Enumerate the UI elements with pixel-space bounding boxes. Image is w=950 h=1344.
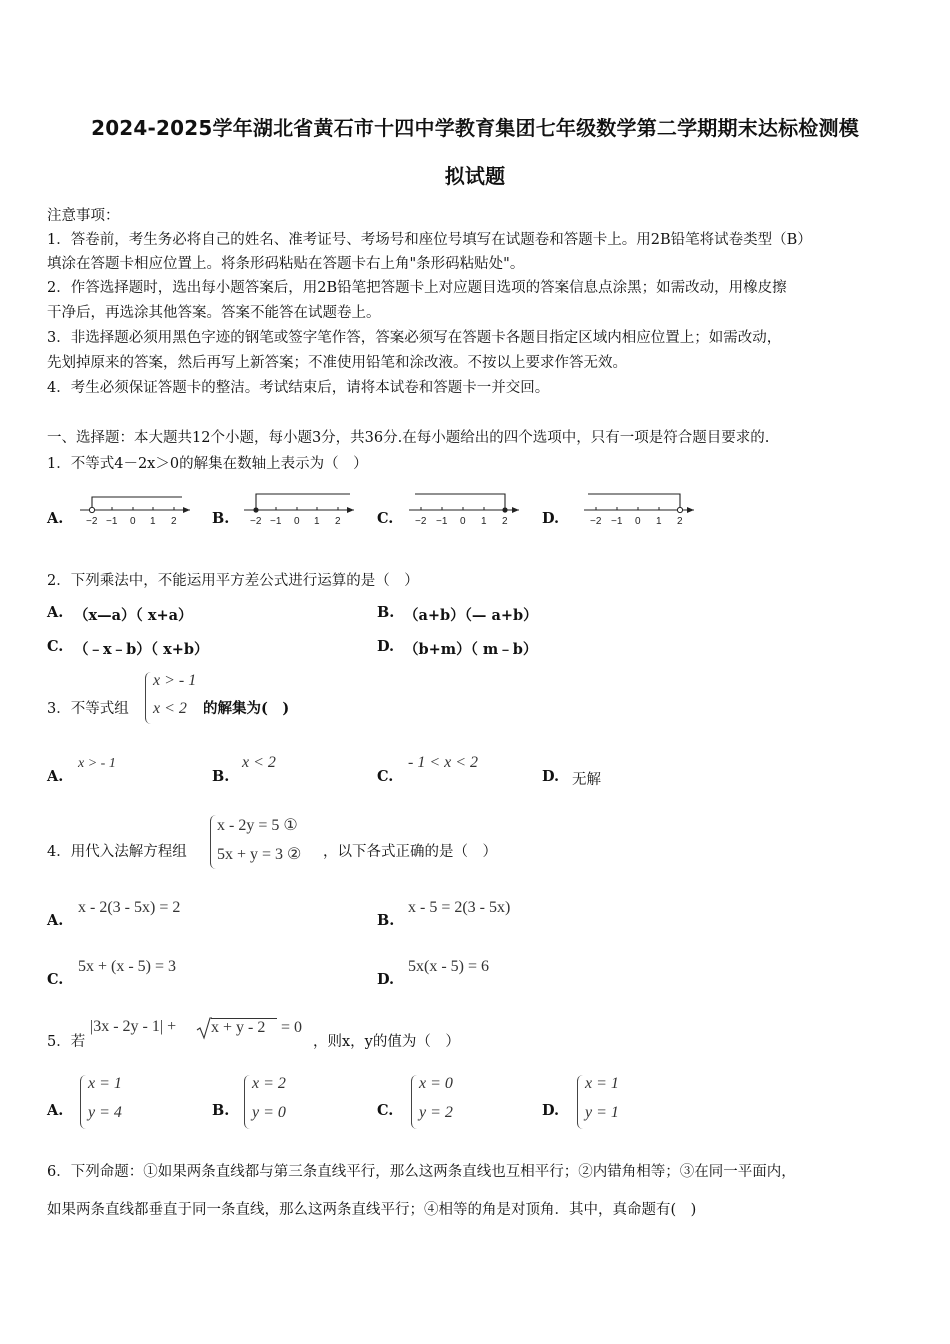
q5-equals-zero: = 0 [281,1019,303,1036]
q5-option-a-line: y = 4 [88,1104,122,1121]
q5-option-b-brace [244,1075,251,1129]
q5-option-a-brace [80,1075,87,1129]
notice-line: 干净后，再选涂其他答案。答案不能答在试题卷上。 [47,305,381,321]
q3-option-a-label: A. [47,768,64,785]
q4-system-line: 5x + y = 3 ② [217,846,302,863]
q1-option-b-number-line [242,488,360,528]
q3-system-line: x > - 1 [153,672,197,689]
question-6-line-1: 6．下列命题：①如果两条直线都与第三条直线平行，那么这两条直线也互相平行；②内错角相等；③在同一平面内， [47,1164,796,1180]
tick-label: −1 [611,516,623,527]
notice-line: 填涂在答题卡相应位置上。将条形码粘贴在答题卡右上角"条形码粘贴处"。 [47,256,525,272]
tick-label: 0 [294,516,300,527]
q3-option-c-text: - 1 < x < 2 [408,754,479,771]
q2-option-c-text: （﹣x﹣b）（ x+b） [74,641,209,658]
tick-label: −2 [250,516,262,527]
square-root-icon [196,1016,212,1040]
notice-heading: 注意事项： [47,208,120,224]
notice-line: 3．非选择题必须用黑色字迹的钢笔或签字笔作答，答案必须写在答题卡各题目指定区域内相应位置上；如需改动， [47,330,782,346]
notice-line: 2．作答选择题时，选出每小题答案后，用2B铅笔把答题卡上对应题目选项的答案信息点涂黑；如需改动，用橡皮擦 [47,280,787,296]
q3-option-d-label: D. [542,768,560,785]
tick-label: −1 [106,516,118,527]
q4-system-brace [210,815,217,869]
q1-option-b-label: B. [212,510,230,527]
page-title-line-1: 2024-2025学年湖北省黄石市十四中学教育集团七年级数学第二学期期末达标检测模 [91,116,859,140]
tick-label: −1 [436,516,448,527]
q1-option-d-label: D. [542,510,560,527]
q5-abs-expression: |3x - 2y - 1| + [90,1018,177,1035]
question-2-stem: 2．下列乘法中，不能运用平方差公式进行运算的是（ ） [47,573,419,589]
tick-label: −2 [590,516,602,527]
tick-label: 2 [502,516,508,527]
q2-option-b-text: （a+b）（— a+b） [404,607,538,624]
notice-line: 4．考生必须保证答题卡的整洁。考试结束后，请将本试卷和答题卡一并交回。 [47,380,550,396]
q5-option-d-brace [577,1075,584,1129]
page-title-line-2: 拟试题 [444,164,506,188]
q4-option-b-text: x - 5 = 2(3 - 5x) [408,899,511,916]
q1-option-d-number-line [582,488,700,528]
notice-line: 1．答卷前，考生务必将自己的姓名、准考证号、考场号和座位号填写在试题卷和答题卡上。用2B铅笔将试卷类型（B） [47,232,812,248]
q4-option-a-text: x - 2(3 - 5x) = 2 [78,899,181,916]
tick-label: 1 [314,516,320,527]
tick-label: −2 [415,516,427,527]
q1-option-a-number-line [78,488,196,528]
q1-option-a-label: A. [47,510,64,527]
tick-label: 1 [150,516,156,527]
tick-label: 0 [460,516,466,527]
q5-option-b-line: y = 0 [252,1104,286,1121]
tick-label: 2 [677,516,683,527]
q2-option-b-label: B. [377,604,395,621]
tick-label: 2 [335,516,341,527]
q5-option-b-label: B. [212,1102,230,1119]
q5-option-c-label: C. [377,1102,394,1119]
question-4-suffix: ，以下各式正确的是（ ） [323,844,497,860]
q4-option-c-text: 5x + (x - 5) = 3 [78,958,177,975]
q4-option-b-label: B. [377,912,395,929]
q5-option-b-line: x = 2 [252,1075,286,1092]
q5-option-d-line: y = 1 [585,1104,619,1121]
tick-label: 0 [635,516,641,527]
q5-option-d-line: x = 1 [585,1075,619,1092]
q5-option-a-label: A. [47,1102,64,1119]
q5-option-d-label: D. [542,1102,560,1119]
q3-system-line: x < 2 [153,700,187,717]
q4-option-d-label: D. [377,971,395,988]
q2-option-a-label: A. [47,604,64,621]
question-5-suffix: ，则x，y的值为（ ） [313,1034,460,1050]
tick-label: 1 [481,516,487,527]
tick-label: −2 [86,516,98,527]
q4-option-c-label: C. [47,971,64,988]
q3-option-b-label: B. [212,768,230,785]
q2-option-c-label: C. [47,638,64,655]
q4-system-line: x - 2y = 5 ① [217,817,298,834]
q5-option-c-line: x = 0 [419,1075,453,1092]
q2-option-d-text: （b+m）（ m﹣b） [404,641,538,658]
q4-option-a-label: A. [47,912,64,929]
q3-option-a-text: x > - 1 [78,756,116,771]
q3-option-c-label: C. [377,768,394,785]
tick-label: −1 [270,516,282,527]
q4-option-d-text: 5x(x - 5) = 6 [408,958,490,975]
question-3-prefix: 3．不等式组 [47,701,129,717]
q1-option-c-number-line [407,488,525,528]
q2-option-a-text: （x—a）（ x+a） [74,607,193,624]
q5-option-c-line: y = 2 [419,1104,453,1121]
q3-option-d-text: 无解 [572,772,601,788]
question-3-suffix: 的解集为( ) [203,700,290,717]
q2-option-d-label: D. [377,638,395,655]
q1-option-c-label: C. [377,510,394,527]
question-1-stem: 1．不等式4－2x＞0的解集在数轴上表示为（ ） [47,456,368,472]
q3-system-brace [145,672,152,724]
question-4-prefix: 4．用代入法解方程组 [47,844,187,860]
question-5-prefix: 5．若 [47,1034,86,1050]
tick-label: 0 [130,516,136,527]
tick-label: 2 [171,516,177,527]
q5-option-c-brace [411,1075,418,1129]
q5-option-a-line: x = 1 [88,1075,122,1092]
notice-line: 先划掉原来的答案，然后再写上新答案；不准使用铅笔和涂改液。不按以上要求作答无效。 [47,355,627,371]
section-heading: 一、选择题：本大题共12个小题，每小题3分，共36分.在每小题给出的四个选项中，只有一项是符合题目要求的. [47,430,770,446]
question-6-line-2: 如果两条直线都垂直于同一条直线，那么这两条直线平行；④相等的角是对顶角．其中，真命题有( ) [47,1202,697,1218]
q5-root-expression: x + y - 2 [211,1019,266,1036]
q3-option-b-text: x < 2 [242,754,276,771]
tick-label: 1 [656,516,662,527]
